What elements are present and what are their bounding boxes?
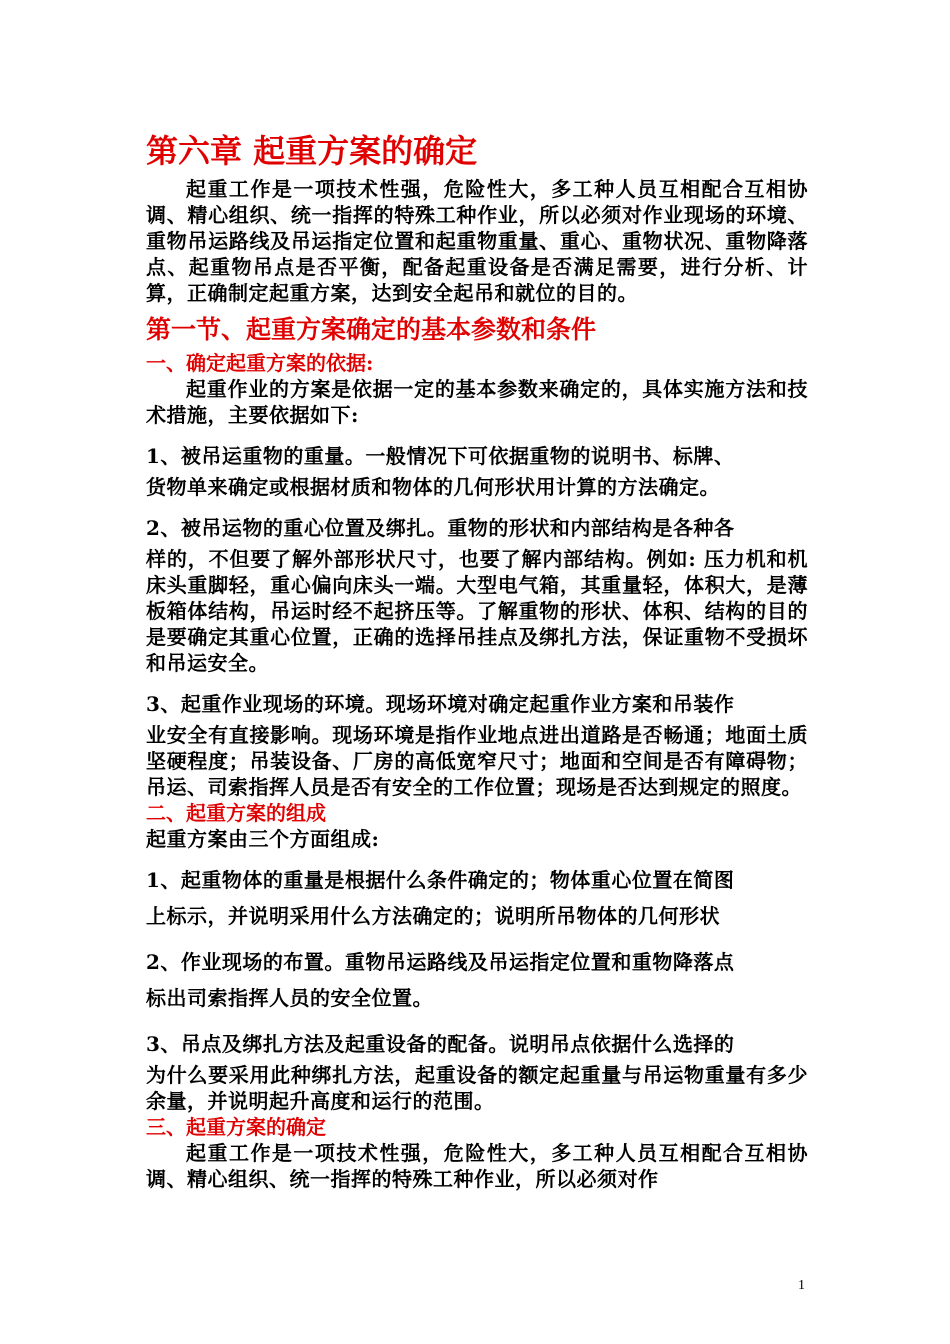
item-text: 标出司索指挥人员的安全位置。 <box>146 986 433 1010</box>
item-lead: 2、作业现场的布置。重物吊运路线及吊运指定位置和重物降落点 <box>146 950 735 974</box>
composition-item-1 <box>146 862 808 934</box>
item-lead: 1、被吊运重物的重量。一般情况下可依据重物的说明书、标牌、 <box>146 444 735 468</box>
basis-item-1 <box>146 438 808 500</box>
item-text: 上标示，并说明采用什么方法确定的；说明所吊物体的几何形状 <box>146 904 720 928</box>
item-lead: 1、起重物体的重量是根据什么条件确定的；物体重心位置在简图 <box>146 868 735 892</box>
subsection-title-determination: 三、起重方案的确定 <box>146 1115 326 1139</box>
chapter-intro: 起重工作是一项技术性强，危险性大，多工种人员互相配合互相协调、精心组织、统一指挥的特殊工种作业，所以必须对作业现场的环境、重物吊运路线及吊运指定位置和起重物重量、重心、重物状况、重物降落点、起重物吊点是否平衡，配备起重设备是否满足需要，进行分析、计算，正确制定起重方案，达到安全起吊和就位的目的。 <box>146 177 808 305</box>
basis-item-3 <box>146 686 808 800</box>
item-lead: 2、被吊运物的重心位置及绑扎。重物的形状和内部结构是各种各 <box>146 516 735 540</box>
composition-item-3 <box>146 1026 808 1114</box>
chapter-title: 第六章 起重方案的确定 <box>146 132 478 170</box>
subsection-title-composition: 二、起重方案的组成 <box>146 801 326 825</box>
section-title: 第一节、起重方案确定的基本参数和条件 <box>146 315 597 344</box>
item-text: 货物单来确定或根据材质和物体的几何形状用计算的方法确定。 <box>146 475 720 499</box>
item-lead: 3、起重作业现场的环境。现场环境对确定起重作业方案和吊装作 <box>146 692 735 716</box>
page-number: 1 <box>798 1278 805 1293</box>
page-content <box>146 128 808 1192</box>
item-lead: 3、吊点及绑扎方法及起重设备的配备。说明吊点依据什么选择的 <box>146 1032 735 1056</box>
item-text: 为什么要采用此种绑扎方法，起重设备的额定起重量与吊运物重量有多少余量，并说明起升高度和运行的范围。 <box>146 1063 808 1113</box>
composition-intro: 起重方案由三个方面组成: <box>146 827 380 851</box>
determination-text: 起重工作是一项技术性强，危险性大，多工种人员互相配合互相协调、精心组织、统一指挥的特殊工种作业，所以必须对作 <box>146 1141 808 1191</box>
item-text: 业安全有直接影响。现场环境是指作业地点进出道路是否畅通；地面土质坚硬程度；吊装设备、厂房的高低宽窄尺寸；地面和空间是否有障碍物；吊运、司索指挥人员是否有安全的工作位置；现场是否达到规定的照度。 <box>146 723 808 799</box>
composition-item-2 <box>146 944 808 1016</box>
item-text: 样的，不但要了解外部形状尺寸，也要了解内部结构。例如: 压力机和机床头重脚轻，重心偏向床头一端。大型电气箱，其重量轻，体积大，是薄板箱体结构，吊运时经不起挤压等。了解重物的形状、体积、结构的目的是要确定其重心位置，正确的选择吊挂点及绑扎方法，保证重物不受损坏和吊运安全。 <box>146 547 808 675</box>
basis-intro: 起重作业的方案是依据一定的基本参数来确定的，具体实施方法和技术措施，主要依据如下: <box>146 377 808 427</box>
basis-item-2 <box>146 510 808 676</box>
subsection-title-basis: 一、确定起重方案的依据: <box>146 351 374 375</box>
